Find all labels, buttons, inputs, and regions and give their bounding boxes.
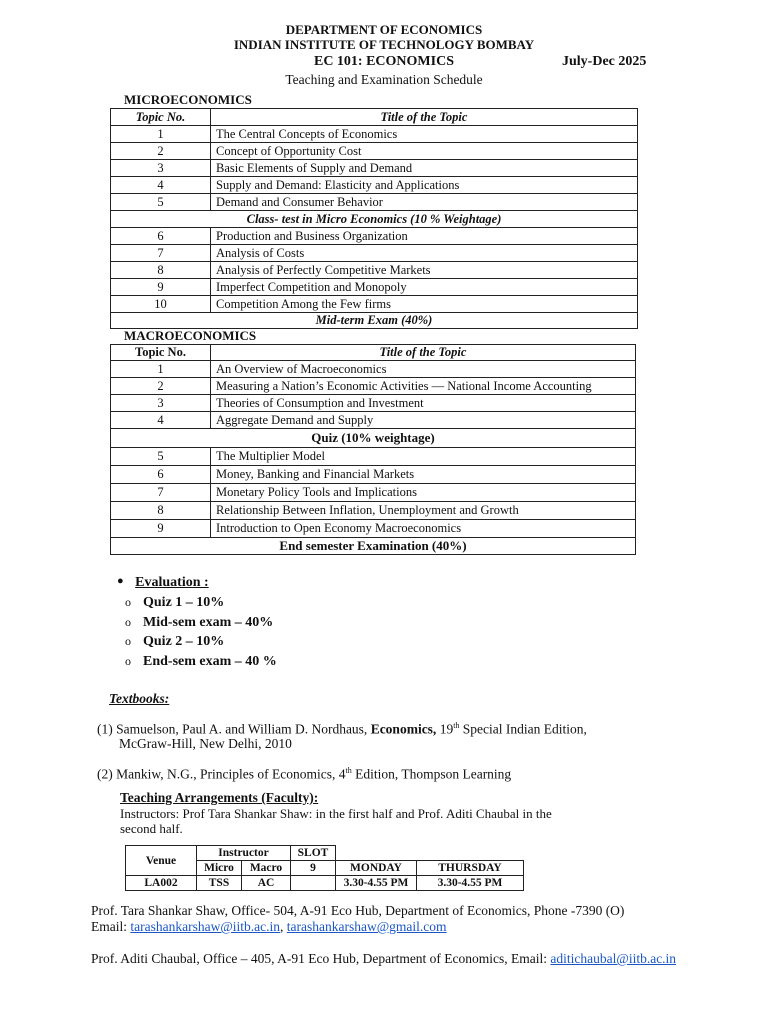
tss-email-label: Email: (91, 919, 127, 934)
macro-topic-title: Aggregate Demand and Supply (211, 412, 636, 429)
textbook-2-edition-sup: th (345, 766, 352, 775)
micro-topic-no: 4 (111, 177, 211, 194)
micro-class-test: Class- test in Micro Economics (10 % Weightage) (111, 211, 638, 228)
table-row (111, 160, 638, 177)
ac-contact (91, 951, 676, 967)
thursday-header: THURSDAY (417, 861, 524, 876)
micro-topic-title: Supply and Demand: Elasticity and Applications (211, 177, 638, 194)
evaluation-item (125, 654, 277, 670)
textbook-2 (97, 763, 511, 783)
circle-bullet-icon: o (125, 595, 131, 609)
end-sem-exam-row (111, 538, 636, 555)
table-row (111, 520, 636, 538)
macro-topic-no: 6 (111, 466, 211, 484)
micro-topic-title: Concept of Opportunity Cost (211, 143, 638, 160)
micro-topic-no: 10 (111, 296, 211, 313)
textbook-1 (97, 718, 587, 738)
macro-topic-no: 9 (111, 520, 211, 538)
textbook-2-num: (2) (97, 766, 113, 782)
macro-topic-no: 2 (111, 378, 211, 395)
mid-term-exam-row (111, 313, 638, 329)
venue-value: LA002 (126, 876, 197, 891)
macro-col-topic-no: Topic No. (111, 345, 211, 361)
macro-topic-title: Relationship Between Inflation, Unemployment and Growth (211, 502, 636, 520)
table-row (111, 296, 638, 313)
micro-topic-title: Competition Among the Few firms (211, 296, 638, 313)
evaluation-bullet (117, 575, 209, 591)
micro-topic-no: 7 (111, 245, 211, 262)
table-row (111, 262, 638, 279)
monday-time: 3.30-4.55 PM (336, 876, 417, 891)
evaluation-label: Evaluation : (135, 575, 209, 590)
table-row (111, 502, 636, 520)
table-row (111, 126, 638, 143)
micro-topic-title: Demand and Consumer Behavior (211, 194, 638, 211)
micro-col-topic-no: Topic No. (111, 109, 211, 126)
macro-topic-title: Money, Banking and Financial Markets (211, 466, 636, 484)
macro-col-title: Title of the Topic (211, 345, 636, 361)
table-row (111, 448, 636, 466)
micro-topic-title: Analysis of Costs (211, 245, 638, 262)
tss-contact: Prof. Tara Shankar Shaw, Office- 504, A-91 Eco Hub, Department of Economics, Phone -7390 (O) (91, 903, 625, 918)
evaluation-item-text: Quiz 1 – 10% (143, 595, 225, 610)
textbook-1-publisher: McGraw-Hill, New Delhi, 2010 (119, 736, 292, 751)
table-row (111, 395, 636, 412)
macro-header: Macro (242, 861, 291, 876)
venue-header: Venue (126, 846, 197, 876)
instructor-header: Instructor (197, 846, 291, 861)
table-row (111, 143, 638, 160)
evaluation-item-text: Quiz 2 – 10% (143, 634, 225, 649)
macro-topic-title: An Overview of Macroeconomics (211, 361, 636, 378)
macro-quiz-row (111, 429, 636, 448)
slot-value-empty (291, 876, 336, 891)
evaluation-item (125, 595, 224, 611)
circle-bullet-icon: o (125, 653, 131, 668)
tss-email-sep: , (280, 919, 284, 934)
table-row (111, 412, 636, 429)
term-label: July-Dec 2025 (562, 54, 647, 69)
tss-email-link-1[interactable]: tarashankarshaw@iitb.ac.in (130, 919, 281, 934)
micro-topic-title: The Central Concepts of Economics (211, 126, 638, 143)
instructors-line-1: Instructors: Prof Tara Shankar Shaw: in the first half and Prof. Aditi Chaubal in the (120, 806, 552, 821)
macro-topic-no: 1 (111, 361, 211, 378)
table-row (111, 194, 638, 211)
macro-topic-title: The Multiplier Model (211, 448, 636, 466)
textbook-2-text: Mankiw, N.G., Principles of Economics, 4 (116, 766, 346, 782)
circle-bullet-icon: o (125, 634, 131, 648)
micro-heading: MICROECONOMICS (124, 92, 252, 107)
textbook-2-edition-name: Edition, Thompson Learning (355, 766, 512, 782)
macro-instructor: AC (242, 876, 291, 891)
micro-topic-no: 8 (111, 262, 211, 279)
evaluation-item (125, 634, 224, 650)
macro-topic-title: Theories of Consumption and Investment (211, 395, 636, 412)
textbook-1-title: Economics, (370, 721, 437, 737)
micro-topic-no: 9 (111, 279, 211, 296)
micro-topic-no: 6 (111, 228, 211, 245)
macro-topic-no: 3 (111, 395, 211, 412)
arrangements-label: Teaching Arrangements (Faculty): (120, 790, 319, 805)
monday-header: MONDAY (336, 861, 417, 876)
macro-topic-no: 4 (111, 412, 211, 429)
table-row (111, 466, 636, 484)
course-title: EC 101: ECONOMICS (313, 54, 454, 69)
schedule-subtitle: Teaching and Examination Schedule (285, 72, 483, 87)
micro-topic-no: 3 (111, 160, 211, 177)
tss-email-line (91, 919, 447, 935)
micro-topic-title: Imperfect Competition and Monopoly (211, 279, 638, 296)
table-row (111, 177, 638, 194)
evaluation-item (125, 615, 273, 631)
bullet-icon: ● (117, 575, 124, 587)
ac-email-link[interactable]: aditichaubal@iitb.ac.in (550, 951, 677, 966)
micro-instructor: TSS (197, 876, 242, 891)
micro-topic-no: 5 (111, 194, 211, 211)
textbooks-label: Textbooks: (109, 691, 170, 706)
evaluation-item-text: Mid-sem exam – 40% (143, 614, 274, 630)
end-sem-exam: End semester Examination (40%) (111, 538, 636, 555)
micro-topic-title: Basic Elements of Supply and Demand (211, 160, 638, 177)
micro-header: Micro (197, 861, 242, 876)
micro-table (110, 108, 638, 329)
micro-topic-no: 1 (111, 126, 211, 143)
textbook-1-num: (1) (97, 721, 113, 737)
department-title: DEPARTMENT OF ECONOMICS (285, 22, 483, 37)
macro-topic-title: Monetary Policy Tools and Implications (211, 484, 636, 502)
macro-topic-title: Introduction to Open Economy Macroeconomics (211, 520, 636, 538)
table-row (111, 378, 636, 395)
table-row (111, 279, 638, 296)
instructors-line-2: second half. (120, 821, 183, 836)
circle-bullet-icon: o (125, 614, 131, 629)
macro-topic-no: 7 (111, 484, 211, 502)
institute-title: INDIAN INSTITUTE OF TECHNOLOGY BOMBAY (233, 37, 535, 52)
macro-topic-title: Measuring a Nation’s Economic Activities — National Income Accounting (211, 378, 636, 395)
textbook-1-authors: Samuelson, Paul A. and William D. Nordhaus, (116, 721, 368, 737)
micro-class-test-row (111, 211, 638, 228)
table-row (111, 361, 636, 378)
textbook-1-edition-sup: th (453, 721, 460, 730)
micro-col-title: Title of the Topic (211, 109, 638, 126)
macro-topic-no: 5 (111, 448, 211, 466)
macro-topic-no: 8 (111, 502, 211, 520)
slot-header: SLOT (291, 846, 336, 861)
textbook-1-edition: 19 (439, 721, 454, 737)
tss-email-link-2[interactable]: tarashankarshaw@gmail.com (286, 919, 447, 934)
evaluation-item-text: End-sem exam – 40 % (143, 653, 277, 669)
macro-heading: MACROECONOMICS (124, 328, 257, 343)
table-row (111, 245, 638, 262)
table-row (111, 228, 638, 245)
micro-topic-title: Production and Business Organization (211, 228, 638, 245)
mid-term-exam: Mid-term Exam (40%) (111, 313, 638, 329)
arrangement-table (125, 845, 524, 891)
textbook-1-edition-name: Special Indian Edition, (462, 721, 587, 737)
macro-quiz: Quiz (10% weightage) (111, 429, 636, 448)
thursday-time: 3.30-4.55 PM (417, 876, 524, 891)
macro-table (110, 344, 636, 555)
table-row (111, 484, 636, 502)
slot-number: 9 (291, 861, 336, 876)
micro-topic-title: Analysis of Perfectly Competitive Markets (211, 262, 638, 279)
ac-contact-text: Prof. Aditi Chaubal, Office – 405, A-91 Eco Hub, Department of Economics, Email: (91, 951, 548, 966)
micro-topic-no: 2 (111, 143, 211, 160)
